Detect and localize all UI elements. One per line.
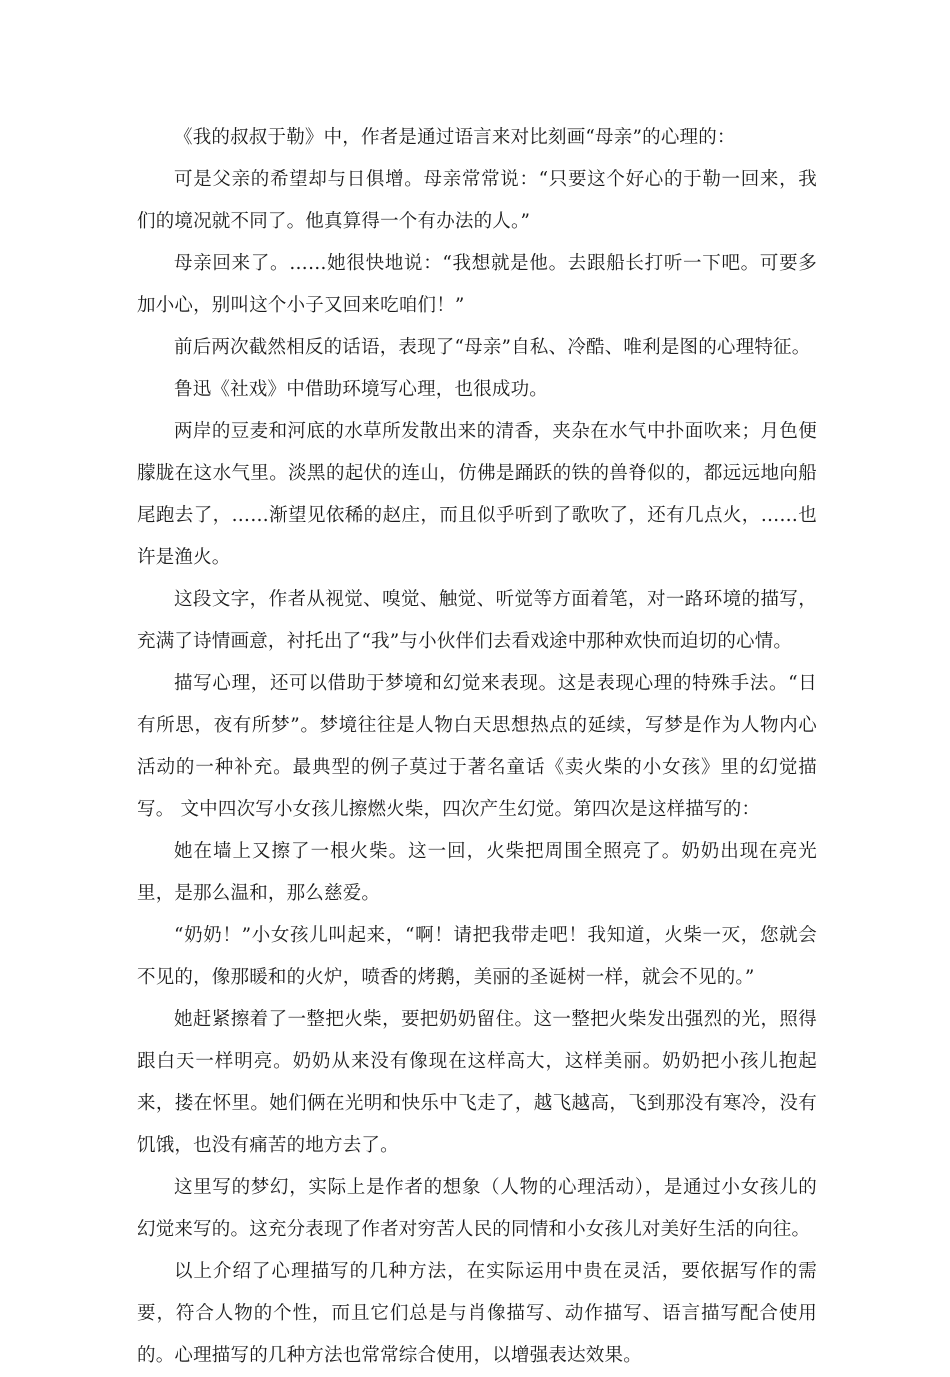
paragraph-match-girl-analysis: 这里写的梦幻，实际上是作者的想象（人物的心理活动），是通过小女孩儿的幻觉来写的。这充分表现了作者对穷苦人民的同情和小女孩儿对美好生活的向往。 [137, 1177, 817, 1240]
paragraph-match-girl-quote-3: 她赶紧擦着了一整把火柴，要把奶奶留住。这一整把火柴发出强烈的光，照得跟白天一样明亮。奶奶从来没有像现在这样高大，这样美丽。奶奶把小孩儿抱起来，搂在怀里。她们俩在光明和快乐中飞走了，越飞越高，飞到那没有寒冷，没有饥饿，也没有痛苦的地方去了。 [137, 1009, 817, 1156]
paragraph-match-girl-quote-2: “奶奶！”小女孩儿叫起来，“啊！请把我带走吧！我知道，火柴一灭，您就会不见的，像那暖和的火炉，喷香的烤鹅，美丽的圣诞树一样，就会不见的。” [137, 925, 817, 988]
paragraph-quote-father-hope: 可是父亲的希望却与日俱增。母亲常常说：“只要这个好心的于勒一回来，我们的境况就不同了。他真算得一个有办法的人。” [137, 169, 817, 232]
paragraph-village-opera-analysis: 这段文字，作者从视觉、嗅觉、触觉、听觉等方面着笔，对一路环境的描写，充满了诗情画意，衬托出了“我”与小伙伴们去看戏途中那种欢快而迫切的心情。 [137, 589, 817, 652]
document-body [137, 117, 817, 1377]
paragraph-village-opera-intro: 鲁迅《社戏》中借助环境写心理，也很成功。 [174, 379, 549, 400]
paragraph-village-opera-quote: 两岸的豆麦和河底的水草所发散出来的清香，夹杂在水气中扑面吹来；月色便朦胧在这水气里。淡黑的起伏的连山，仿佛是踊跃的铁的兽脊似的，都远远地向船尾跑去了，……渐望见依稀的赵庄，而且似乎听到了歌吹了，还有几点火，……也许是渔火。 [137, 421, 817, 568]
paragraph-intro-uncle-jules: 《我的叔叔于勒》中，作者是通过语言来对比刻画“母亲”的心理的： [174, 127, 736, 148]
paragraph-dream-illusion: 描写心理，还可以借助于梦境和幻觉来表现。这是表现心理的特殊手法。“日有所思，夜有所梦”。梦境往往是人物白天思想热点的延续，写梦是作为人物内心活动的一种补充。最典型的例子莫过于著名童话《卖火柴的小女孩》里的幻觉描写。 文中四次写小女孩儿擦燃火柴，四次产生幻觉。第四次是这样描写的： [137, 673, 817, 820]
paragraph-conclusion: 以上介绍了心理描写的几种方法，在实际运用中贵在灵活，要依据写作的需要，符合人物的个性，而且它们总是与肖像描写、动作描写、语言描写配合使用的。心理描写的几种方法也常常综合使用，以增强表达效果。 [137, 1261, 817, 1366]
paragraph-mother-analysis: 前后两次截然相反的话语，表现了“母亲”自私、冷酷、唯利是图的心理特征。 [174, 337, 811, 358]
paragraph-match-girl-quote-1: 她在墙上又擦了一根火柴。这一回，火柴把周围全照亮了。奶奶出现在亮光里，是那么温和，那么慈爱。 [137, 841, 817, 904]
paragraph-quote-mother-return: 母亲回来了。……她很快地说：“我想就是他。去跟船长打听一下吧。可要多加小心，别叫这个小子又回来吃咱们！” [137, 253, 817, 316]
